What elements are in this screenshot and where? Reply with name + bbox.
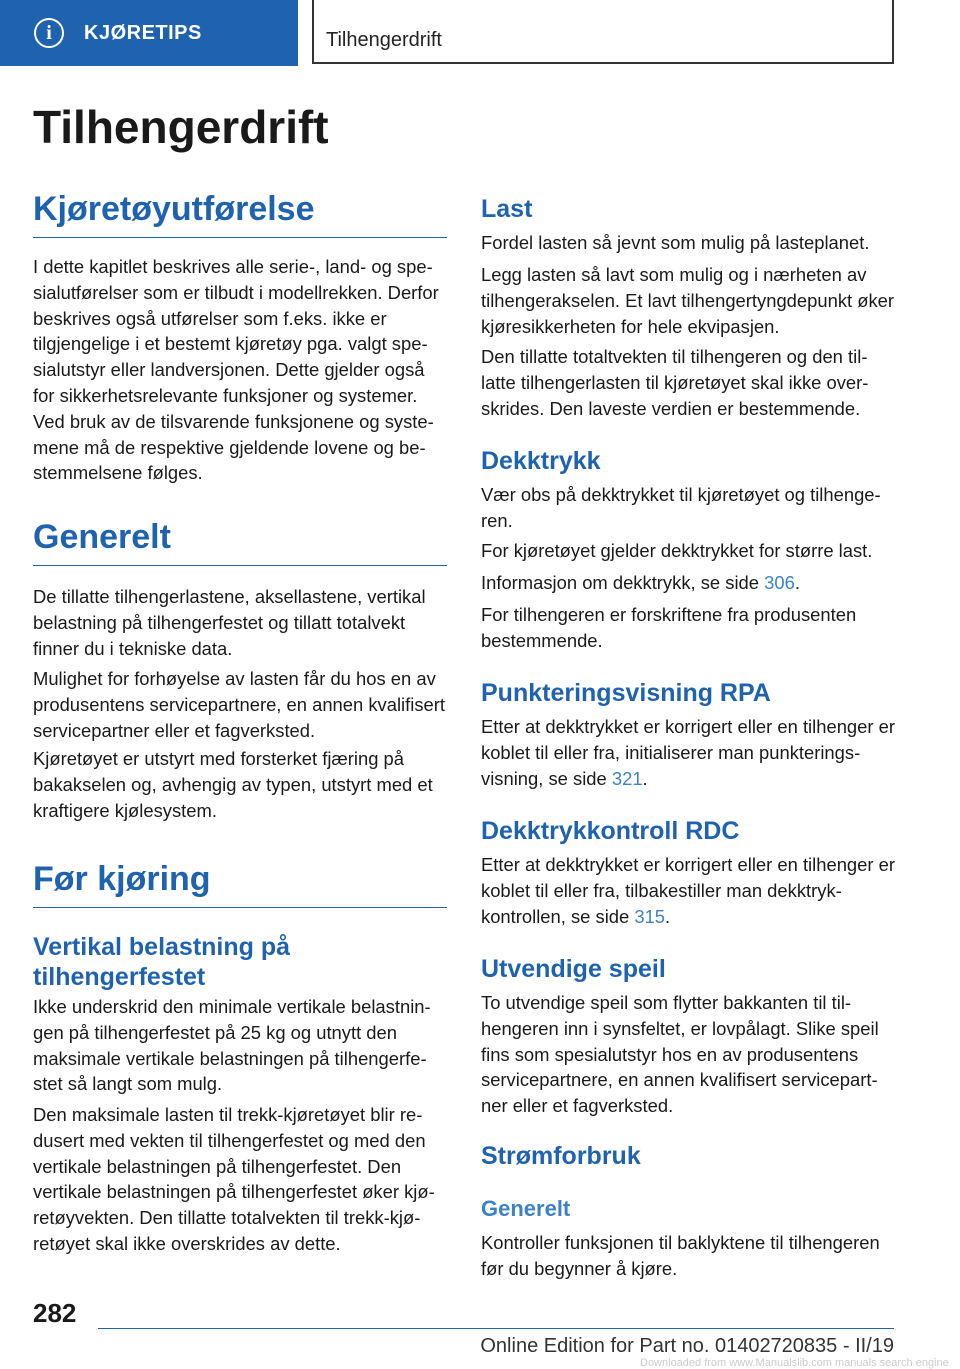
heading-utvendige-speil: Utvendige speil bbox=[481, 955, 666, 983]
page-ref-link[interactable]: 321 bbox=[611, 767, 643, 789]
paragraph: I dette kapitlet beskrives alle serie-, land- og spesialutførelser som er tilbudt i modellrekken. Derfor beskrives også utførelser som f.eks. ikke er tilgjengelige i et bestemt kjøretøy pga. valgt spesialutstyr eller landversjonen. Dette gjelder også for sikkerhetsrelevante funksjoner og systemer. Ved bruk av de tilsvarende funksjonene og systemene må de respektive gjeldende lovene og bestemmelsene følges. bbox=[33, 256, 439, 484]
paragraph: De tillatte tilhengerlastene, aksellastene, vertikal belastning på tilhengerfestet og tillatt totalvekt finner du i tekniske data. bbox=[33, 586, 426, 659]
heading-stromforbruk: Strømforbruk bbox=[481, 1142, 641, 1170]
chapter-tab-label: KJØRETIPS bbox=[84, 21, 202, 44]
paragraph: Kontroller funksjonen til baklyktene til tilhengeren før du begynner å kjøre. bbox=[481, 1232, 880, 1279]
text: . bbox=[642, 767, 648, 789]
page-ref-link[interactable]: 315 bbox=[634, 905, 666, 927]
page-title: Tilhengerdrift bbox=[33, 101, 329, 153]
paragraph bbox=[481, 714, 895, 791]
text: Informasjon om dekktrykk, se side bbox=[481, 572, 765, 593]
heading-kjoretoyutforelse: Kjøretøyutførelse bbox=[33, 190, 447, 238]
chapter-tab[interactable] bbox=[0, 0, 298, 66]
page-ref-link[interactable]: 306 bbox=[764, 572, 795, 593]
subheading-generelt: Generelt bbox=[481, 1196, 571, 1221]
paragraph: Den tillatte totaltvekten til tilhengeren og den tillatte tilhengerlasten til kjøretøyet skal ikke overskrides. Den laveste verdien er bestemmende. bbox=[481, 346, 869, 419]
text: . bbox=[665, 905, 671, 927]
paragraph bbox=[481, 852, 895, 929]
heading-vertikal-belastning: Vertikal belastning på tilhengerfestet bbox=[33, 933, 291, 991]
heading-punkteringsvisning: Punkteringsvisning RPA bbox=[481, 679, 771, 707]
paragraph: Fordel lasten så jevnt som mulig på lasteplanet. bbox=[481, 232, 870, 253]
paragraph: Ikke underskrid den minimale vertikale belastningen på tilhengerfestet på 25 kg og utnytt den maksimale vertikale belastningen på tilhengerfestet så langt som mulg. bbox=[33, 996, 431, 1095]
paragraph: Mulighet for forhøyelse av lasten får du hos en av produsentens servicepartnere, en annen kvalifisert servicepartner eller et fagverksted. bbox=[33, 668, 445, 741]
info-icon: i bbox=[34, 18, 64, 48]
watermark: Downloaded from www.Manualslib.com manuals search engine bbox=[640, 1357, 949, 1369]
heading-for-kjoring: Før kjøring bbox=[33, 860, 447, 908]
paragraph: Vær obs på dekktrykket til kjøretøyet og tilhengeren. bbox=[481, 484, 881, 531]
paragraph: Kjøretøyet er utstyrt med forsterket fjæring på bakakselen og, avhengig av typen, utstyrt med et kraftigere kjølesystem. bbox=[33, 748, 433, 821]
paragraph: Legg lasten så lavt som mulig og i nærheten av tilhengerakselen. Et lavt tilhengertyngdepunkt øker kjøresikkerheten for hele ekvipasjen. bbox=[481, 264, 895, 337]
heading-dekktrykk: Dekktrykk bbox=[481, 447, 601, 475]
paragraph: Den maksimale lasten til trekk-kjøretøyet blir redusert med vekten til tilhengerfestet og med den vertikale belastningen på tilhengerfestet. Den vertikale belastningen på tilhengerfestet øker kjøretøyvekten. Den tillatte totalvekten til trekk-kjøretøyet skal ikke overskrides av dette. bbox=[33, 1104, 435, 1254]
paragraph bbox=[481, 570, 895, 596]
section-header bbox=[312, 0, 894, 64]
text: Etter at dekktrykket er korrigert eller en tilhenger er koblet til eller fra, tilbakestiller man dekktrykkontrollen, se side bbox=[481, 854, 895, 927]
paragraph: For tilhengeren er forskriftene fra produsenten bestemmende. bbox=[481, 604, 857, 651]
page-number: 282 bbox=[33, 1298, 77, 1328]
text: Etter at dekktrykket er korrigert eller en tilhenger er koblet til eller fra, initialiserer man punkteringsvisning, se side bbox=[481, 716, 895, 789]
heading-dekktrykkontroll: Dekktrykkontroll RDC bbox=[481, 817, 740, 845]
text: . bbox=[794, 572, 800, 593]
heading-last: Last bbox=[481, 195, 533, 223]
paragraph: For kjøretøyet gjelder dekktrykket for større last. bbox=[481, 540, 873, 561]
edition-label: Online Edition for Part no. 01402720835 - II/19 bbox=[480, 1335, 894, 1357]
paragraph: To utvendige speil som flytter bakkanten til tilhengeren inn i synsfeltet, er lovpålagt. Slike speil fins som spesialutstyr hos en av produsentens servicepartnere, en annen kvalifisert servicepartner eller et fagverksted. bbox=[481, 992, 879, 1117]
heading-generelt: Generelt bbox=[33, 518, 447, 566]
footer-divider bbox=[98, 1328, 894, 1329]
section-header-label: Tilhengerdrift bbox=[326, 29, 442, 51]
